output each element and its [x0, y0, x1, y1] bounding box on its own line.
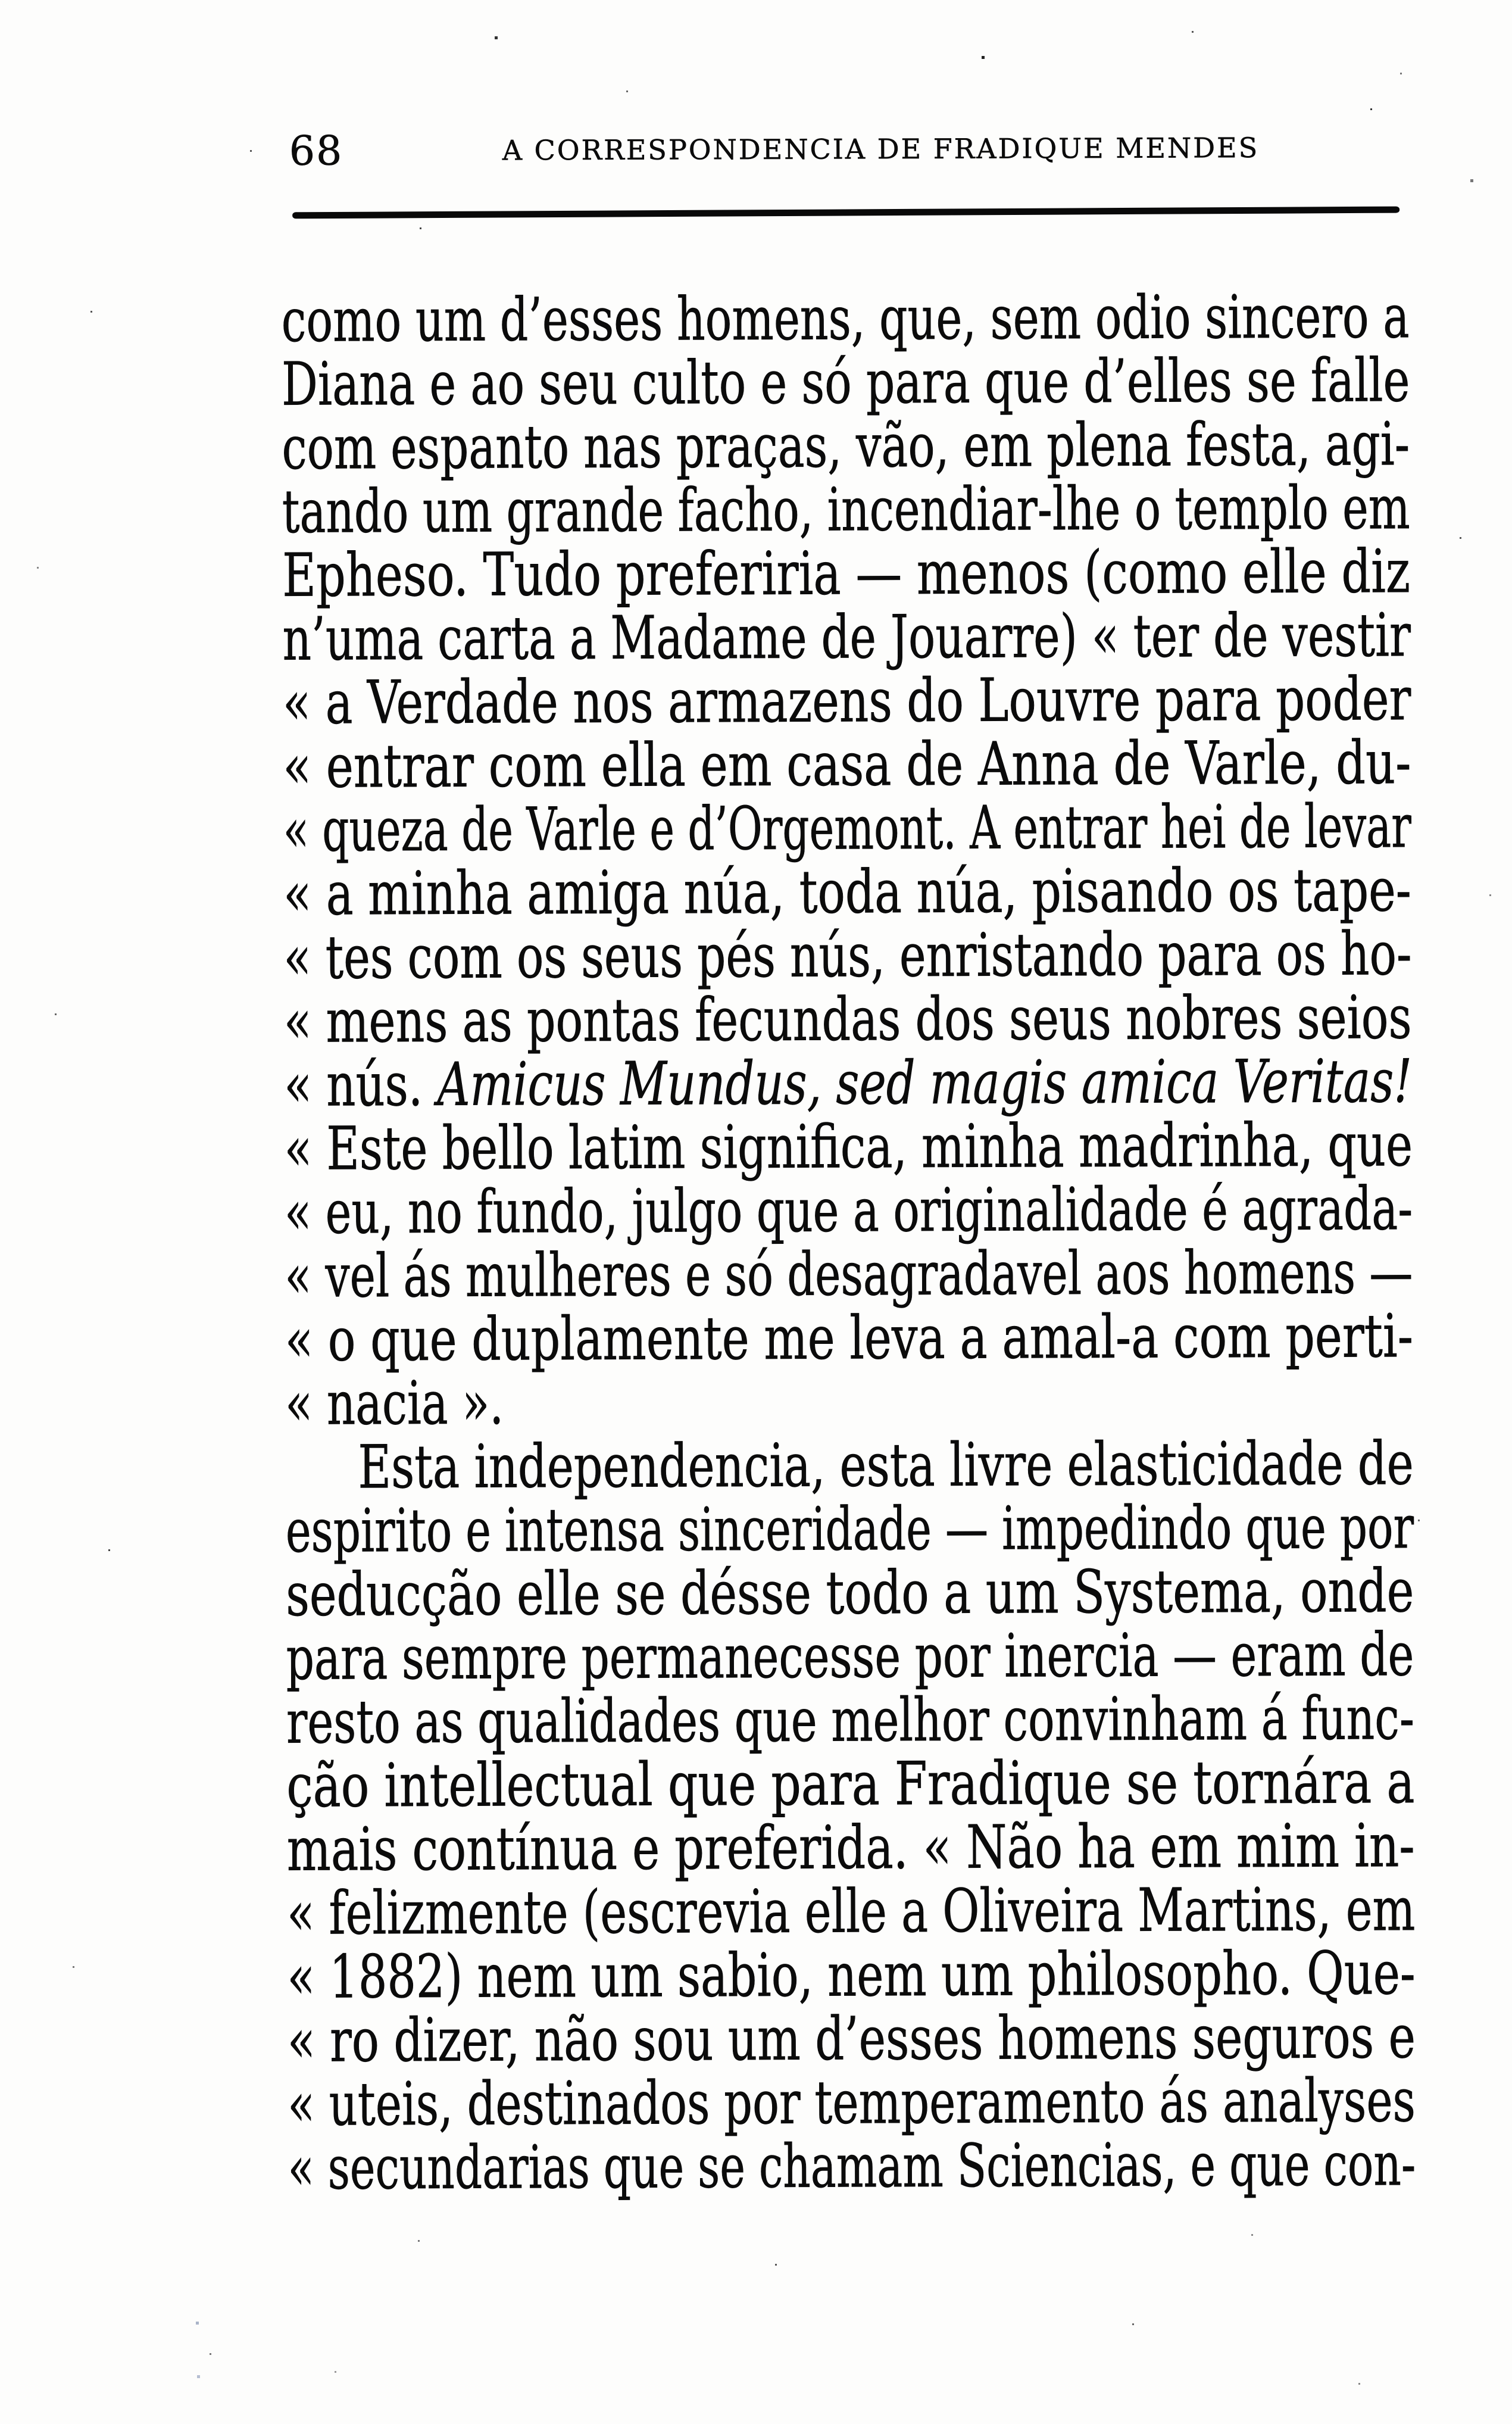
text-line	[282, 348, 1410, 416]
text-segment: « eu, no fundo, julgo que a originalidade é agrada-	[285, 1174, 1413, 1247]
text-line	[283, 667, 1411, 735]
text-segment: como um d’esses homens, que, sem odio sincero a	[282, 282, 1410, 355]
text-segment: ção intellectual que para Fradique se tornára a	[286, 1747, 1415, 1821]
text-segment: « mens as pontas fecundas dos seus nobres seios	[284, 982, 1412, 1056]
text-line	[282, 412, 1410, 480]
text-segment: « nús.	[284, 1050, 438, 1120]
text-segment: « ro dizer, não sou um d’esses homens seguros e	[288, 2002, 1416, 2076]
scan-noise	[0, 0, 2, 2]
text-segment: para sempre permanecesse por inercia — eram de	[286, 1620, 1414, 1693]
text-segment: Esta independencia, esta livre elasticidade de	[358, 1428, 1414, 1502]
text-line	[286, 1495, 1414, 1563]
text-line	[282, 285, 1410, 352]
text-line	[283, 922, 1411, 990]
text-line	[283, 731, 1411, 798]
text-line	[286, 1750, 1414, 1818]
text-line	[287, 1814, 1415, 1882]
text-segment: « vel ás mulheres e só desagradavel aos homens —	[285, 1237, 1413, 1311]
text-segment: « a Verdade nos armazens do Louvre para poder	[283, 664, 1411, 738]
text-line	[285, 1304, 1413, 1372]
text-line	[285, 1431, 1413, 1499]
text-segment: « queza de Varle e d’Orgemont. A entrar hei de levar	[283, 791, 1412, 865]
text-line	[284, 1049, 1412, 1117]
text-segment: resto as qualidades que melhor convinham á func-	[286, 1683, 1414, 1757]
text-line	[286, 1686, 1414, 1754]
text-line	[283, 794, 1411, 862]
text-segment: tando um grande facho, incendiar-lhe o templo em	[282, 473, 1410, 547]
text-line	[284, 985, 1412, 1053]
text-segment: « 1882) nem um sabio, nem um philosopho. Que-	[287, 1938, 1416, 2012]
text-segment: « Este bello latim significa, minha madrinha, que	[284, 1110, 1413, 1184]
text-segment: n’uma carta a Madame de Jouarre) « ter de vestir	[282, 600, 1411, 674]
text-block	[282, 285, 1416, 2200]
text-line	[282, 539, 1410, 607]
italic-phrase: Amicus Mundus, sed magis amica Veritas!	[437, 1046, 1412, 1119]
text-line	[282, 603, 1410, 671]
text-line	[284, 1113, 1412, 1181]
text-line	[285, 1177, 1413, 1244]
text-line	[283, 858, 1411, 926]
header-rule	[292, 207, 1399, 219]
page-number: 68	[289, 131, 343, 171]
text-segment: Diana e ao seu culto e só para que d’elles se falle	[282, 345, 1410, 419]
text-line	[287, 1941, 1415, 2009]
text-line	[282, 476, 1410, 544]
text-segment: « nacia ».	[285, 1368, 504, 1438]
text-line	[288, 2005, 1416, 2073]
text-segment: « tes com os seus pés nús, enristando para os ho-	[283, 919, 1411, 993]
running-title: A CORRESPONDENCIA DE FRADIQUE MENDES	[502, 134, 1211, 164]
text-segment: « o que duplamente me leva a amal-a com perti-	[285, 1301, 1414, 1375]
text-segment: « entrar com ella em casa de Anna de Varle, du-	[283, 728, 1411, 801]
text-segment: Epheso. Tudo preferiria — menos (como elle diz	[282, 536, 1410, 610]
text-segment: com espanto nas praças, vão, em plena festa, agi-	[282, 409, 1410, 483]
text-line	[286, 1559, 1414, 1627]
text-segment: « felizmente (escrevia elle a Oliveira Martins, em	[287, 1874, 1416, 1948]
text-line	[285, 1368, 1413, 1436]
text-segment: espirito e intensa sinceridade — impedindo que por	[286, 1492, 1414, 1566]
text-segment: « uteis, destinados por temperamento ás analyses	[288, 2066, 1416, 2139]
text-segment: « a minha amiga núa, toda núa, pisando os tape-	[283, 855, 1411, 929]
text-line	[288, 2132, 1416, 2200]
text-segment: seducção elle se désse todo a um Systema, onde	[286, 1556, 1414, 1630]
text-segment: « secundarias que se chamam Sciencias, e que con-	[288, 2129, 1416, 2203]
text-line	[287, 1877, 1415, 1945]
text-line	[286, 1623, 1414, 1690]
text-segment: mais contínua e preferida. « Não ha em mim in-	[287, 1811, 1415, 1885]
text-line	[285, 1240, 1413, 1308]
text-line	[288, 2069, 1416, 2136]
